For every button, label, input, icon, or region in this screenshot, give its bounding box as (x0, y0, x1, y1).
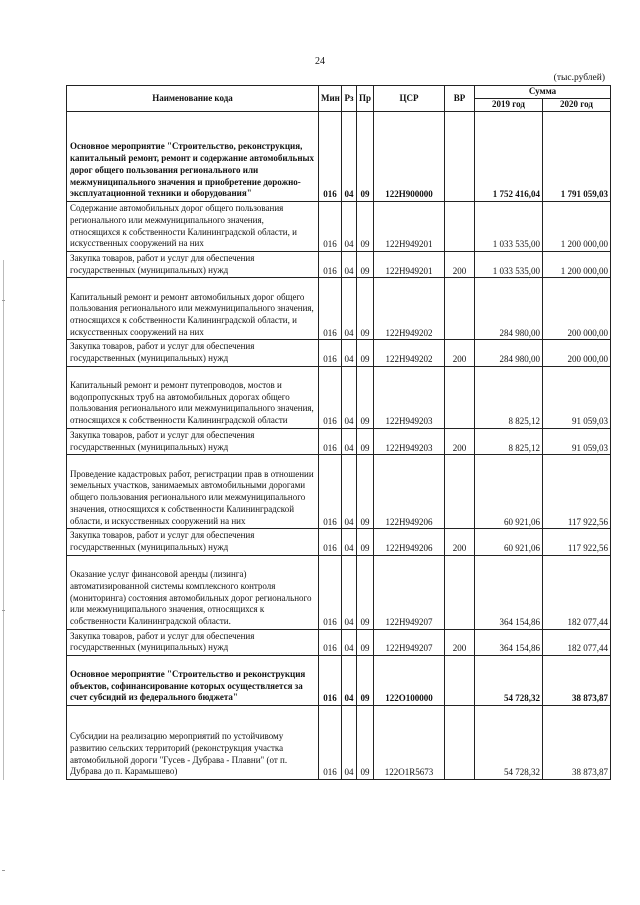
cell-min: 016 (319, 555, 342, 629)
scan-mark (2, 300, 5, 301)
cell-2020: 38 873,87 (543, 706, 611, 780)
cell-name: Капитальный ремонт и ремонт автомобильных дорог общего пользования регионального или межмуниципального значения, относящихся к собственности Калининградской области, и искусственных сооружений на них (67, 278, 319, 340)
cell-2020: 117 922,56 (543, 455, 611, 529)
table-row (67, 529, 611, 555)
cell-csr: 122H949202 (374, 278, 445, 340)
cell-2019: 54 728,32 (475, 706, 543, 780)
cell-csr: 122H949202 (374, 340, 445, 366)
cell-min: 016 (319, 428, 342, 454)
cell-pr: 09 (357, 706, 374, 780)
header-name: Наименование кода (67, 86, 319, 112)
cell-2020: 200 000,00 (543, 340, 611, 366)
cell-pr: 09 (357, 366, 374, 428)
cell-2020: 1 200 000,00 (543, 202, 611, 252)
table-row (67, 706, 611, 780)
cell-name: Оказание услуг финансовой аренды (лизинга) автоматизированной системы комплексного контроля (мониторинга) состояния автомобильных дорог регионального или межмуниципального значения, относящихся к собственности Калининградской области. (67, 555, 319, 629)
cell-rz: 04 (342, 529, 357, 555)
cell-rz: 04 (342, 455, 357, 529)
cell-vr: 200 (445, 529, 475, 555)
cell-min: 016 (319, 529, 342, 555)
cell-name: Проведение кадастровых работ, регистрации прав в отношении земельных участков, занимаемых автомобильными дорогами общего пользования регионального или межмуниципального значения, относящихся к собственности Калининградской области, и искусственных сооружений на них (67, 455, 319, 529)
page-number: 24 (315, 56, 325, 67)
table-row (67, 278, 611, 340)
cell-vr: 200 (445, 252, 475, 278)
cell-csr: 122H949206 (374, 455, 445, 529)
cell-2019: 60 921,06 (475, 455, 543, 529)
cell-rz: 04 (342, 656, 357, 706)
cell-vr (445, 366, 475, 428)
cell-name: Основное мероприятие "Строительство, реконструкция, капитальный ремонт, ремонт и содержание автомобильных дорог общего пользования регионального или межмуниципального значения и приобретение дорожно-эксплуатационной техники и оборудования" (67, 112, 319, 202)
table-row (67, 202, 611, 252)
cell-2020: 91 059,03 (543, 366, 611, 428)
cell-min: 016 (319, 629, 342, 655)
table-row (67, 428, 611, 454)
cell-2019: 60 921,06 (475, 529, 543, 555)
table-row (67, 252, 611, 278)
cell-pr: 09 (357, 252, 374, 278)
cell-csr: 122O1R5673 (374, 706, 445, 780)
cell-min: 016 (319, 455, 342, 529)
cell-csr: 122H949203 (374, 428, 445, 454)
cell-vr (445, 656, 475, 706)
cell-csr: 122H949201 (374, 252, 445, 278)
table-header (67, 86, 611, 112)
cell-csr: 122H949206 (374, 529, 445, 555)
cell-rz: 04 (342, 252, 357, 278)
cell-rz: 04 (342, 112, 357, 202)
cell-vr: 200 (445, 428, 475, 454)
cell-2020: 182 077,44 (543, 629, 611, 655)
header-pr: Пр (357, 86, 374, 112)
cell-min: 016 (319, 366, 342, 428)
cell-name: Основное мероприятие "Строительство и реконструкция объектов, софинансирование которых осуществляется за счет субсидий из федерального бюджета" (67, 656, 319, 706)
cell-2020: 182 077,44 (543, 555, 611, 629)
cell-pr: 09 (357, 529, 374, 555)
header-2019: 2019 год (475, 99, 543, 112)
cell-vr (445, 202, 475, 252)
table-row (67, 455, 611, 529)
cell-pr: 09 (357, 340, 374, 366)
cell-2019: 1 752 416,04 (475, 112, 543, 202)
table-row (67, 656, 611, 706)
cell-rz: 04 (342, 555, 357, 629)
table-row (67, 555, 611, 629)
units-label: (тыс.рублей) (553, 73, 605, 83)
cell-2019: 284 980,00 (475, 278, 543, 340)
cell-2019: 54 728,32 (475, 656, 543, 706)
cell-vr (445, 112, 475, 202)
cell-pr: 09 (357, 555, 374, 629)
cell-name: Закупка товаров, работ и услуг для обеспечения государственных (муниципальных) нужд (67, 428, 319, 454)
header-csr: ЦСР (374, 86, 445, 112)
cell-vr (445, 455, 475, 529)
cell-csr: 122O100000 (374, 656, 445, 706)
cell-2019: 8 825,12 (475, 366, 543, 428)
cell-2019: 284 980,00 (475, 340, 543, 366)
cell-csr: 122H949203 (374, 366, 445, 428)
cell-csr: 122H949207 (374, 629, 445, 655)
header-vr: ВР (445, 86, 475, 112)
cell-2020: 200 000,00 (543, 278, 611, 340)
cell-min: 016 (319, 202, 342, 252)
cell-vr (445, 278, 475, 340)
cell-min: 016 (319, 278, 342, 340)
cell-min: 016 (319, 706, 342, 780)
cell-vr: 200 (445, 340, 475, 366)
cell-csr: 122H949207 (374, 555, 445, 629)
cell-rz: 04 (342, 202, 357, 252)
table-row (67, 629, 611, 655)
cell-2019: 8 825,12 (475, 428, 543, 454)
cell-pr: 09 (357, 278, 374, 340)
cell-2020: 1 200 000,00 (543, 252, 611, 278)
cell-min: 016 (319, 656, 342, 706)
cell-name: Субсидии на реализацию мероприятий по устойчивому развитию сельских территорий (реконструкция участка автомобильной дороги "Гусев - Дубрава - Плавни" (от п. Дубрава до п. Карамышево) (67, 706, 319, 780)
cell-name: Закупка товаров, работ и услуг для обеспечения государственных (муниципальных) нужд (67, 629, 319, 655)
cell-name: Закупка товаров, работ и услуг для обеспечения государственных (муниципальных) нужд (67, 340, 319, 366)
cell-2019: 1 033 535,00 (475, 202, 543, 252)
cell-2019: 1 033 535,00 (475, 252, 543, 278)
cell-pr: 09 (357, 202, 374, 252)
cell-rz: 04 (342, 278, 357, 340)
header-rz: Рз (342, 86, 357, 112)
header-2020: 2020 год (543, 99, 611, 112)
cell-rz: 04 (342, 629, 357, 655)
budget-table (66, 85, 611, 780)
cell-vr: 200 (445, 629, 475, 655)
table-row (67, 366, 611, 428)
table-body (67, 112, 611, 780)
cell-2019: 364 154,86 (475, 629, 543, 655)
cell-2019: 364 154,86 (475, 555, 543, 629)
cell-min: 016 (319, 340, 342, 366)
cell-2020: 117 922,56 (543, 529, 611, 555)
cell-rz: 04 (342, 340, 357, 366)
cell-rz: 04 (342, 366, 357, 428)
cell-pr: 09 (357, 656, 374, 706)
cell-pr: 09 (357, 428, 374, 454)
cell-2020: 38 873,87 (543, 656, 611, 706)
cell-vr (445, 706, 475, 780)
cell-csr: 122H949201 (374, 202, 445, 252)
cell-pr: 09 (357, 112, 374, 202)
cell-min: 016 (319, 112, 342, 202)
cell-vr (445, 555, 475, 629)
cell-pr: 09 (357, 629, 374, 655)
header-sum: Сумма (475, 86, 611, 99)
cell-2020: 1 791 059,03 (543, 112, 611, 202)
cell-pr: 09 (357, 455, 374, 529)
cell-rz: 04 (342, 428, 357, 454)
cell-2020: 91 059,03 (543, 428, 611, 454)
cell-name: Закупка товаров, работ и услуг для обеспечения государственных (муниципальных) нужд (67, 529, 319, 555)
scan-mark (2, 870, 5, 871)
cell-name: Содержание автомобильных дорог общего пользования регионального или межмуниципального значения, относящихся к собственности Калининградской области, и искусственных сооружений на них (67, 202, 319, 252)
table-row (67, 112, 611, 202)
header-min: Мин (319, 86, 342, 112)
table-row (67, 340, 611, 366)
scan-edge (3, 260, 4, 780)
cell-name: Закупка товаров, работ и услуг для обеспечения государственных (муниципальных) нужд (67, 252, 319, 278)
cell-name: Капитальный ремонт и ремонт путепроводов, мостов и водопропускных труб на автомобильных дорогах общего пользования регионального или межмуниципального значения, относящихся к собственности Калининградской области (67, 366, 319, 428)
cell-csr: 122H900000 (374, 112, 445, 202)
cell-rz: 04 (342, 706, 357, 780)
scan-mark (2, 610, 5, 611)
cell-min: 016 (319, 252, 342, 278)
